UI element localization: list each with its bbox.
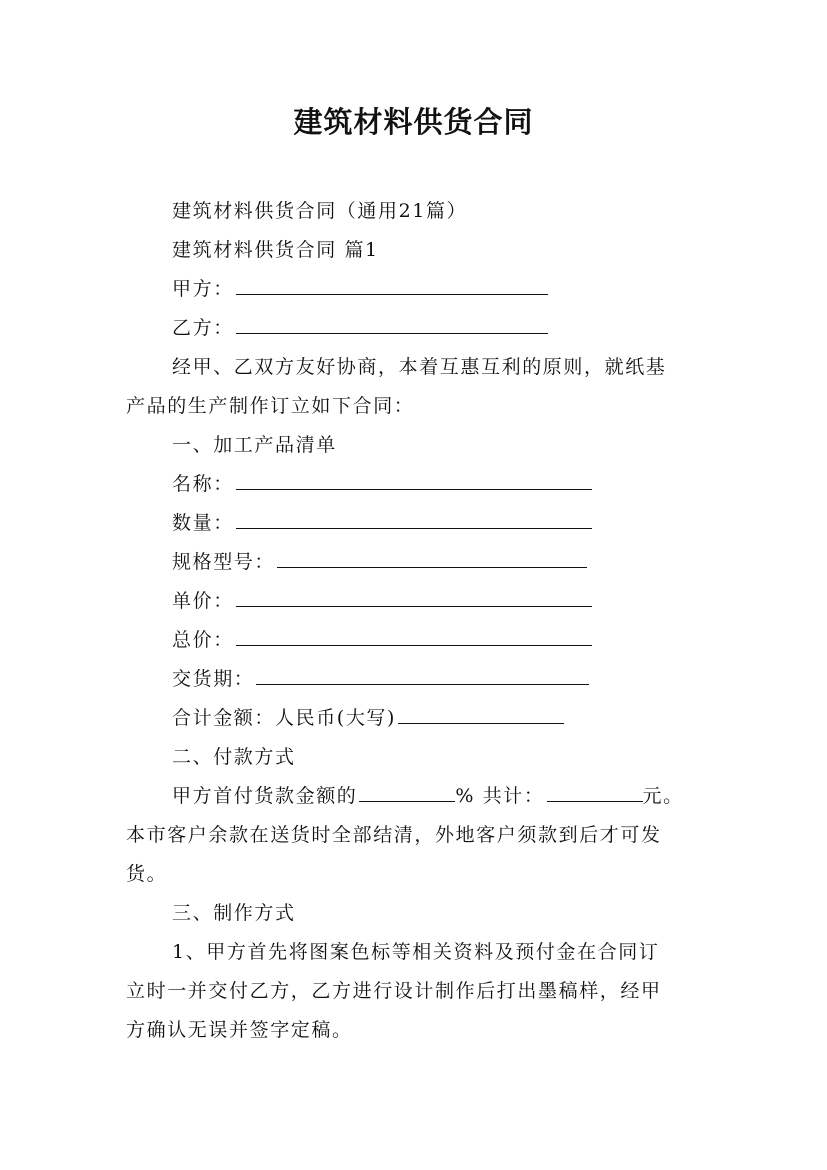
unit-price-row: [172, 582, 592, 620]
quantity-label: 数量：: [172, 512, 234, 534]
subtitle-line: 建筑材料供货合同（通用21篇）: [172, 200, 468, 222]
sum-amount-blank: [398, 705, 564, 724]
section-heading-line: 建筑材料供货合同 篇1: [172, 239, 379, 261]
party-a-blank: [236, 276, 548, 295]
section-1-heading: 一、加工产品清单: [172, 434, 337, 456]
delivery-label: 交货期：: [172, 668, 255, 690]
payment-text-b: % 共计：: [455, 785, 545, 807]
production-paragraph-line-2: 立时一并交付乙方，乙方进行设计制作后打出墨稿样，经甲: [126, 980, 662, 1002]
party-a-label: 甲方：: [172, 278, 234, 300]
production-paragraph-line-1: 1、甲方首先将图案色标等相关资料及预付金在合同订: [172, 941, 660, 963]
delivery-row: [172, 660, 589, 698]
total-price-blank: [236, 627, 592, 646]
payment-text-a: 甲方首付货款金额的: [172, 785, 358, 807]
product-name-label: 名称：: [172, 473, 234, 495]
product-name-blank: [236, 471, 592, 490]
party-a-row: [172, 270, 548, 308]
spec-row: [172, 543, 587, 581]
total-price-row: [172, 621, 592, 659]
party-b-row: [172, 309, 548, 347]
quantity-row: [172, 504, 592, 542]
quantity-blank: [236, 510, 592, 529]
payment-text-c: 元。: [642, 785, 684, 807]
payment-total-blank: [547, 783, 643, 802]
section-2-heading: 二、付款方式: [172, 746, 296, 768]
unit-price-blank: [236, 588, 592, 607]
product-name-row: [172, 465, 592, 503]
spec-blank: [277, 549, 587, 568]
total-price-label: 总价：: [172, 629, 234, 651]
sum-amount-label: 合计金额：人民币(大写): [172, 707, 397, 729]
payment-row: [172, 777, 684, 815]
section-3-heading: 三、制作方式: [172, 902, 296, 924]
delivery-blank: [256, 666, 589, 685]
party-b-blank: [236, 315, 548, 334]
party-b-label: 乙方：: [172, 317, 234, 339]
intro-paragraph-line-1: 经甲、乙双方友好协商，本着互惠互利的原则，就纸基: [172, 356, 667, 378]
payment-paragraph-line-2: 本市客户余款在送货时全部结清，外地客户须款到后才可发: [126, 824, 662, 846]
payment-paragraph-line-3: 货。: [126, 863, 168, 885]
document-title: 建筑材料供货合同: [293, 105, 534, 139]
sum-amount-row: [172, 699, 564, 737]
spec-label: 规格型号：: [172, 551, 276, 573]
payment-percent-blank: [359, 783, 455, 802]
unit-price-label: 单价：: [172, 590, 234, 612]
intro-paragraph-line-2: 产品的生产制作订立如下合同：: [126, 395, 415, 417]
production-paragraph-line-3: 方确认无误并签字定稿。: [126, 1019, 353, 1041]
